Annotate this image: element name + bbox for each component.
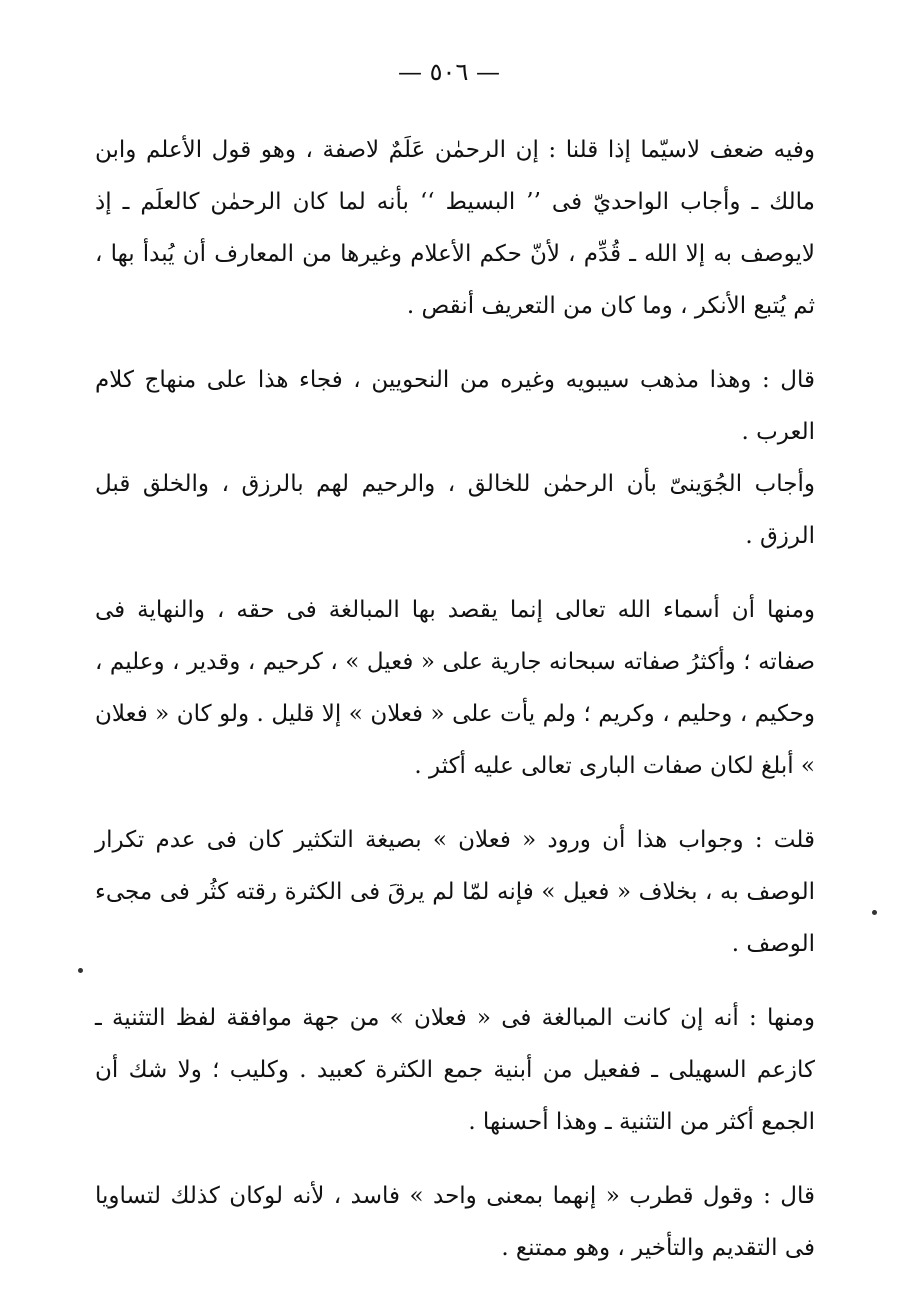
- paragraph-5: قلت : وجواب هذا أن ورود « فعلان » بصيغة التكثير كان فى عدم تكرار الوصف به ، بخلاف « فعيل » فإنه لمّا لم يرقَ فى الكثرة رقته كثُر فى مجىء الوصف .: [95, 827, 815, 957]
- paragraph-3: وأجاب الجُوَينىّ بأن الرحمٰن للخالق ، والرحيم لهم بالرزق ، والخلق قبل الرزق .: [95, 471, 815, 549]
- margin-speck: [872, 910, 877, 915]
- paragraph-7: قال : وقول قطرب « إنهما بمعنى واحد » فاسد ، لأنه لوكان كذلك لتساويا فى التقديم والتأخير ، وهو ممتنع .: [95, 1183, 815, 1261]
- page-body: [95, 124, 815, 1274]
- paragraph-1: وفيه ضعف لاسيّما إذا قلنا : إن الرحمٰن عَلَمٌ لاصفة ، وهو قول الأعلم وابن مالك ـ وأجاب الواحديّ فى ’’ البسيط ‘‘ بأنه لما كان الرحمٰن كالعلَم ـ إذ لايوصف به إلا الله ـ قُدِّم ، لأنّ حكم الأعلام وغيرها من المعارف أن يُبدأ بها ، ثم يُتبع الأنكر ، وما كان من التعريف أنقص .: [95, 137, 815, 319]
- paragraph-6: ومنها : أنه إن كانت المبالغة فى « فعلان » من جهة موافقة لفظ التثنية ـ كازعم السهيلى ـ ففعيل من أبنية جمع الكثرة كعبيد . وكليب ؛ ولا شك أن الجمع أكثر من التثنية ـ وهذا أحسنها .: [95, 1005, 815, 1135]
- page-number: — ٥٠٦ —: [398, 58, 500, 86]
- paragraph-4: ومنها أن أسماء الله تعالى إنما يقصد بها المبالغة فى حقه ، والنهاية فى صفاته ؛ وأكثرُ صفاته سبحانه جارية على « فعيل » ، كرحيم ، وقدير ، وعليم ، وحكيم ، وحليم ، وكريم ؛ ولم يأت على « فعلان » إلا قليل . ولو كان « فعلان » أبلغ لكان صفات البارى تعالى عليه أكثر .: [95, 597, 815, 779]
- paragraph-2: قال : وهذا مذهب سيبويه وغيره من النحويين ، فجاء هذا على منهاج كلام العرب .: [95, 367, 815, 445]
- margin-speck: [78, 968, 83, 973]
